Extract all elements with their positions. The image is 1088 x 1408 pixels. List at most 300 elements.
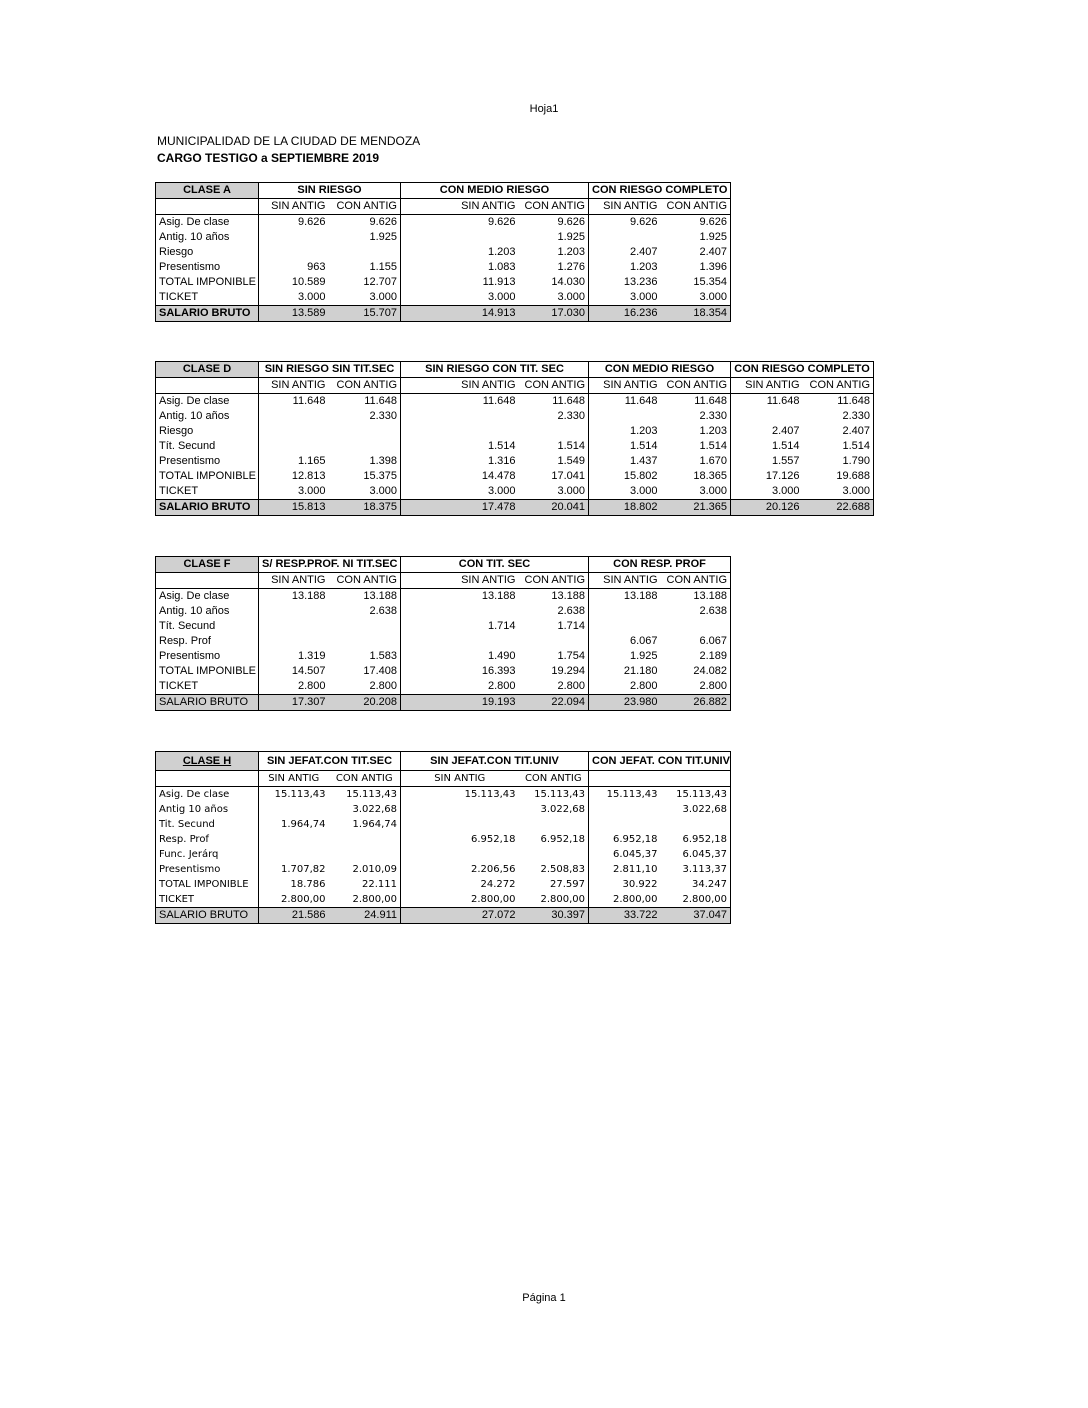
row-label: Resp. Prof [156,832,259,847]
row-label: TICKET [156,290,259,306]
table-row [156,260,731,275]
table-row [156,832,731,847]
col-header: SIN ANTIG [401,573,519,589]
cell: 6.952,18 [401,832,519,847]
cell: 11.648 [803,394,874,410]
cell [589,619,661,634]
cell [329,619,401,634]
cell [519,847,589,862]
cell: 2.330 [803,409,874,424]
cell: 22.688 [803,500,874,516]
row-label: SALARIO BRUTO [156,306,259,322]
cell: 9.626 [589,215,661,231]
col-header: SIN ANTIG [401,199,519,215]
cell: 13.188 [259,589,329,605]
col-header: SIN ANTIG [259,199,329,215]
col-header: SIN ANTIG [259,573,329,589]
table-clase-h [155,751,731,924]
row-label: SALARIO BRUTO [156,908,259,924]
cell: 3.000 [557,291,585,303]
cell: 1.964,74 [259,817,329,832]
cell [401,817,519,832]
cell: 2.800 [557,680,586,692]
cell: 1.490 [401,649,519,664]
cell: 18.375 [329,500,401,516]
row-label: Resp. Prof [156,634,259,649]
cell: 2.407 [661,245,731,260]
cell: 9.626 [557,216,585,228]
table-row [156,245,731,260]
cell: 1.549 [557,455,586,467]
row-label: Antig. 10 años [156,409,259,424]
table-row [156,439,874,454]
cell: 1.557 [731,454,803,469]
row-label: SALARIO BRUTO [156,500,259,516]
cell: 3.000 [557,485,586,497]
cell: 6.067 [589,634,661,649]
col-header: CON ANTIG [519,573,589,589]
cell: 2.800,00 [589,892,661,908]
total-row [156,500,874,516]
cell: 1.165 [259,454,329,469]
cell: 1.925 [589,649,661,664]
cell: 13.236 [589,275,661,290]
cell [519,634,589,649]
table-row [156,230,731,245]
col-header: CON ANTIG [329,199,401,215]
row-label: Antig. 10 años [156,230,259,245]
cell: 1.398 [369,455,398,467]
cell [589,230,661,245]
cell: 1.714 [557,620,586,632]
table-row [156,787,731,803]
col-header: CON ANTIG [661,199,731,215]
cell [259,439,329,454]
cell: 2.800 [401,679,519,695]
cell: 1.714 [401,619,519,634]
cell: 12.813 [259,469,329,484]
cell: 2.800 [661,679,731,695]
cell: 2.638 [661,604,731,619]
table-row [156,604,731,619]
row-label: TICKET [156,892,259,908]
cell: 3.000 [731,484,803,500]
cell [589,409,661,424]
group-header: CON RIESGO COMPLETO [589,183,731,199]
cell [259,802,329,817]
cell: 1.707,82 [259,862,329,877]
cell: 15.113,43 [661,787,731,803]
table-row [156,817,731,832]
cell: 18.786 [259,877,329,892]
col-header: SIN ANTIG [589,378,661,394]
cell [401,634,519,649]
cell: 1.925 [369,231,397,243]
cell [401,847,519,862]
table-row [156,847,731,862]
cell: 13.188 [589,589,661,605]
col-header: SIN ANTIG [589,199,661,215]
header-row [156,362,874,378]
row-label: TOTAL IMPONIBLE [156,877,259,892]
cell: 19.193 [401,695,519,711]
table-row [156,664,731,679]
cell [401,802,519,817]
cell: 20.126 [731,500,803,516]
cell: 14.030 [551,276,585,288]
cell [329,832,401,847]
group-header: SIN JEFAT.CON TIT.UNIV [401,752,589,771]
table-row [156,215,731,231]
table-row [156,877,731,892]
cell: 2.330 [369,410,398,422]
cell: 2.407 [589,245,661,260]
cell: 15.113,43 [534,789,586,800]
cell [401,424,519,439]
col-header: SIN ANTIG [731,378,803,394]
row-label: TOTAL IMPONIBLE [156,275,259,290]
cell: 17.408 [363,665,397,677]
cell: 11.648 [552,395,586,407]
cell: 9.626 [401,215,519,231]
row-label: Presentismo [156,454,259,469]
clase-label: CLASE A [156,183,259,199]
cell: 2.811,10 [589,862,661,877]
cell: 34.247 [661,877,731,892]
cell: 18.802 [589,500,661,516]
subheader-row [156,199,731,215]
cell: 2.800 [259,679,329,695]
cell [329,439,401,454]
row-label: Tit. Secund [156,817,259,832]
group-header: SIN RIESGO [259,183,401,199]
cell: 12.707 [363,276,397,288]
table-row [156,454,874,469]
cell: 13.188 [661,589,731,605]
col-header: CON ANTIG [803,378,874,394]
cell: 1.925 [661,230,731,245]
cell [519,817,589,832]
cell [589,802,661,817]
col-header: CON ANTIG [661,378,731,394]
cell: 15.113,43 [401,787,519,803]
cell: 24.272 [401,877,519,892]
cell: 3.000 [369,485,398,497]
cell [519,424,589,439]
cell: 16.393 [401,664,519,679]
cell: 15.113,43 [589,787,661,803]
cell: 2.800,00 [352,894,397,905]
cell: 10.589 [259,275,329,290]
cell: 17.041 [551,470,586,482]
cell: 15.113,43 [259,787,329,803]
row-label: TOTAL IMPONIBLE [156,469,259,484]
cell: 13.188 [363,590,397,602]
cell: 6.067 [661,634,731,649]
cell: 3.022,68 [540,804,586,815]
cell [401,409,519,424]
cell: 16.236 [589,306,661,322]
group-header: CON JEFAT. CON TIT.UNIV [589,752,731,771]
cell: 3.000 [259,484,329,500]
cell: 2.407 [803,424,874,439]
cell: 22.111 [362,879,397,890]
row-label: Func. Jerárq [156,847,259,862]
cell: 11.648 [694,395,728,407]
header-row [156,557,731,573]
cell: 1.396 [661,260,731,275]
cell: 17.307 [259,695,329,711]
table-row [156,424,874,439]
cell: 2.800,00 [401,892,519,908]
cell: 2.330 [699,410,728,422]
table-row [156,679,731,695]
col-header: SIN ANTIG [401,771,519,787]
cell: 3.000 [803,484,874,500]
group-header: SIN RIESGO CON TIT. SEC [401,362,589,378]
cell: 37.047 [661,908,731,924]
cell: 2.800 [369,680,397,692]
cell: 15.707 [329,306,401,322]
total-row [156,306,731,322]
cell: 17.030 [519,306,589,322]
subheader-row [156,771,731,787]
row-label: Tít. Secund [156,439,259,454]
cell: 1.276 [557,261,585,273]
table-row [156,469,874,484]
cell: 1.514 [557,440,586,452]
row-label: Presentismo [156,649,259,664]
cell: 21.586 [259,908,329,924]
cell: 1.514 [589,439,661,454]
cell: 9.626 [661,215,731,231]
cell: 3.022,68 [661,802,731,817]
table-row [156,862,731,877]
cell: 15.802 [589,469,661,484]
cell: 1.670 [699,455,728,467]
cell: 11.648 [401,394,519,410]
row-label: Antig. 10 años [156,604,259,619]
cell: 18.365 [693,470,728,482]
cell: 18.354 [661,306,731,322]
cell: 1.319 [259,649,329,664]
cell: 1.203 [589,424,661,439]
cell: 2.638 [557,605,586,617]
document-subtitle: CARGO TESTIGO a SEPTIEMBRE 2019 [157,151,380,165]
cell: 6.045,37 [589,847,661,862]
group-header: CON RESP. PROF [589,557,731,573]
cell: 1.083 [401,260,519,275]
row-label: TICKET [156,679,259,695]
sheet-label: Hoja1 [529,103,559,115]
cell [589,817,661,832]
cell [259,619,329,634]
header-row [156,752,731,771]
table-row [156,409,874,424]
cell [661,817,731,832]
cell: 9.626 [259,215,329,231]
cell: 3.000 [401,484,519,500]
group-header: CON MEDIO RIESGO [401,183,589,199]
cell: 2.800 [589,679,661,695]
cell [259,230,329,245]
cell: 1.155 [369,261,397,273]
cell: 23.980 [589,695,661,711]
cell: 1.583 [369,650,397,662]
cell: 3.000 [369,291,397,303]
table-clase-a [155,182,731,322]
clase-label: CLASE H [156,752,259,771]
cell: 6.952,18 [589,832,661,847]
cell: 1.203 [699,425,728,437]
cell: 1.925 [557,231,585,243]
row-label: Asig. De clase [156,787,259,803]
cell: 3.000 [661,290,731,306]
cell: 15.375 [363,470,398,482]
cell: 11.648 [364,395,398,407]
cell [259,604,329,619]
cell: 21.180 [589,664,661,679]
table-row [156,802,731,817]
cell: 6.952,18 [540,834,586,845]
group-header: S/ RESP.PROF. NI TIT.SEC [259,557,401,573]
table-row [156,634,731,649]
cell: 1.203 [401,245,519,260]
table-clase-d [155,361,874,516]
cell: 11.648 [589,394,661,410]
cell [661,619,731,634]
cell: 19.294 [551,665,586,677]
row-label: Presentismo [156,862,259,877]
cell: 13.188 [551,590,586,602]
cell: 1.964,74 [352,819,397,830]
header-row [156,183,731,199]
cell [329,424,401,439]
col-header: CON ANTIG [519,199,589,215]
cell: 15.354 [661,275,731,290]
cell [259,832,329,847]
total-row [156,908,731,924]
cell: 6.045,37 [661,847,731,862]
cell: 14.507 [259,664,329,679]
table-row [156,394,874,410]
cell [329,634,401,649]
cell: 20.041 [519,500,589,516]
table-row [156,290,731,306]
cell: 19.688 [803,469,874,484]
table-clase-f [155,556,731,711]
cell: 1.514 [731,439,803,454]
col-header: SIN ANTIG [589,573,661,589]
clase-label: CLASE F [156,557,259,573]
cell: 27.072 [401,908,519,924]
cell: 2.800,00 [661,892,731,908]
subheader-row [156,378,874,394]
cell: 963 [259,260,329,275]
cell [259,634,329,649]
row-label: SALARIO BRUTO [156,695,259,711]
group-header: SIN RIESGO SIN TIT.SEC [259,362,401,378]
row-label: Asig. De clase [156,394,259,410]
cell: 1.437 [589,454,661,469]
cell: 6.952,18 [661,832,731,847]
table-row [156,619,731,634]
cell [589,604,661,619]
cell [401,604,519,619]
row-label: TOTAL IMPONIBLE [156,664,259,679]
cell: 1.203 [557,246,585,258]
cell: 3.000 [589,484,661,500]
row-label: TICKET [156,484,259,500]
row-label: Asig. De clase [156,589,259,605]
row-label: Presentismo [156,260,259,275]
total-row [156,695,731,711]
cell: 11.648 [259,394,329,410]
cell: 2.508,83 [540,864,586,875]
cell: 17.478 [401,500,519,516]
cell: 26.882 [661,695,731,711]
cell: 17.126 [731,469,803,484]
cell: 1.754 [557,650,586,662]
cell: 13.188 [401,589,519,605]
cell: 2.206,56 [401,862,519,877]
col-header: CON ANTIG [661,573,731,589]
page-footer: Página 1 [522,1292,566,1304]
cell [259,409,329,424]
cell: 2.800,00 [540,894,586,905]
group-header: CON TIT. SEC [401,557,589,573]
cell: 15.113,43 [346,789,397,800]
col-header: SIN ANTIG [401,378,519,394]
cell [329,245,401,260]
cell: 3.113,37 [661,862,731,877]
cell: 11.913 [401,275,519,290]
cell [731,409,803,424]
col-header: CON ANTIG [519,771,589,787]
cell: 9.626 [369,216,397,228]
row-label: Riesgo [156,424,259,439]
table-row [156,484,874,500]
clase-label: CLASE D [156,362,259,378]
cell [259,424,329,439]
cell [401,230,519,245]
cell: 2.800,00 [259,892,329,908]
col-header: CON ANTIG [329,573,401,589]
cell: 30.397 [519,908,589,924]
cell: 2.189 [661,649,731,664]
cell [329,847,401,862]
cell: 15.813 [259,500,329,516]
group-header: CON RIESGO COMPLETO [731,362,874,378]
group-header: CON MEDIO RIESGO [589,362,731,378]
cell: 3.000 [259,290,329,306]
cell: 1.203 [589,260,661,275]
cell: 3.022,68 [352,804,397,815]
organization-name: MUNICIPALIDAD DE LA CIUDAD DE MENDOZA [157,134,421,148]
cell: 22.094 [519,695,589,711]
row-label: Tít. Secund [156,619,259,634]
cell [259,847,329,862]
cell: 27.597 [550,879,586,890]
row-label: Asig. De clase [156,215,259,231]
cell: 2.638 [369,605,397,617]
cell: 2.330 [557,410,586,422]
group-header: SIN JEFAT.CON TIT.SEC [259,752,401,771]
table-row [156,275,731,290]
cell: 2.407 [731,424,803,439]
cell: 33.722 [589,908,661,924]
cell: 3.000 [699,485,728,497]
